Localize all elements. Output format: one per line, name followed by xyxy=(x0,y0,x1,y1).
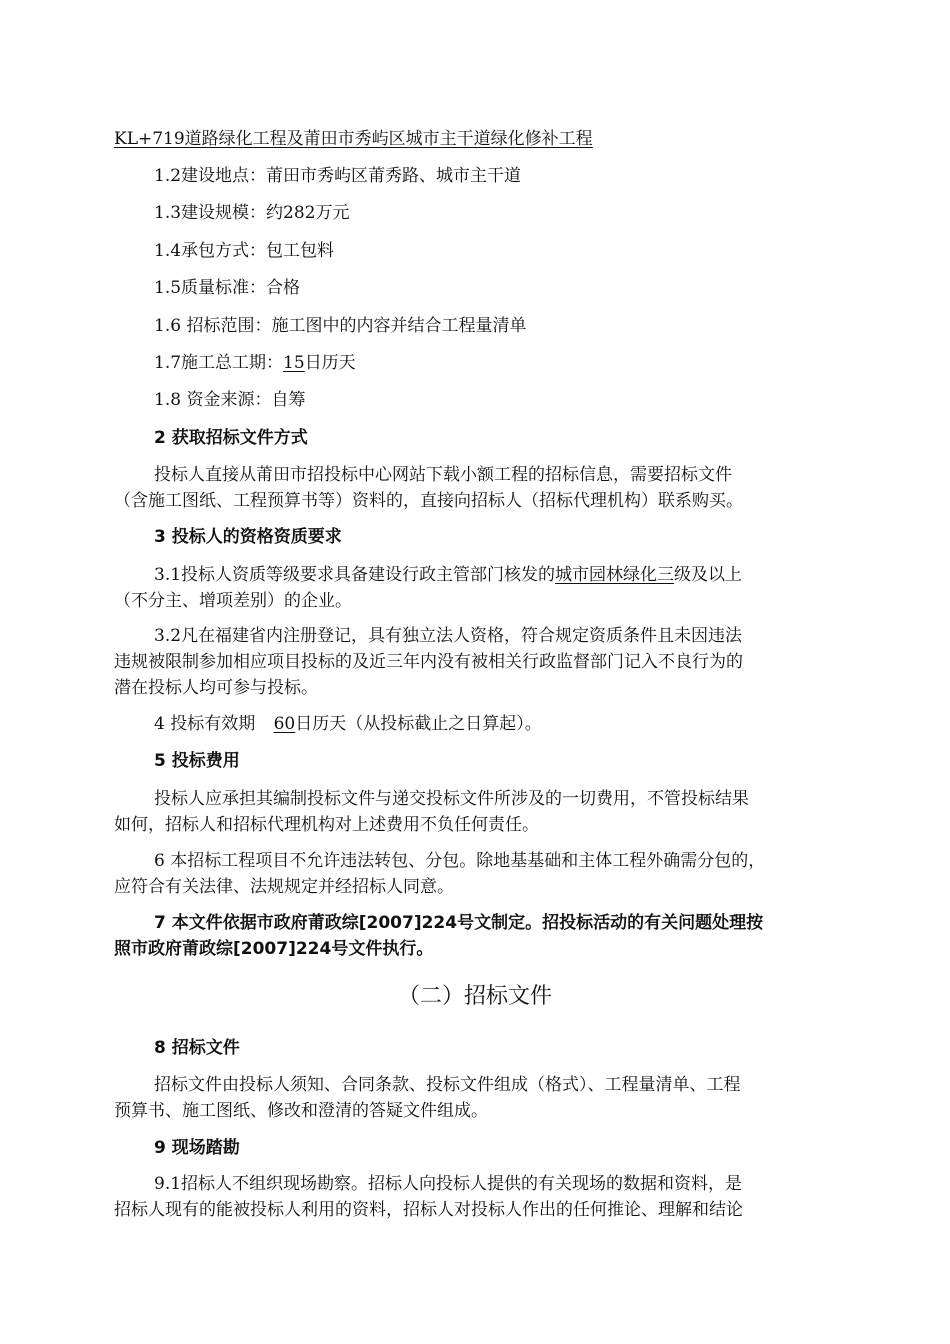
qualification-3-2-line-2: 违规被限制参加相应项目投标的及近三年内没有被相关行政监督部门记入不良行为的 xyxy=(114,652,743,672)
legal-basis-para-line-1: 7 本文件依据市政府莆政综[2007]224号文制定。招投标活动的有关问题处理按 xyxy=(154,913,764,933)
bid-validity-line xyxy=(154,711,542,737)
construction-period-value: 15 xyxy=(283,353,305,373)
qualification-3-1-line-2: （不分主、增项差别）的企业。 xyxy=(114,591,352,611)
site-survey-para-line-1: 9.1招标人不组织现场勘察。招标人向投标人提供的有关现场的数据和资料，是 xyxy=(154,1174,743,1194)
heading-bidding-documents: 8 招标文件 xyxy=(154,1038,240,1058)
subcontract-para-line-1: 6 本招标工程项目不允许违法转包、分包。除地基基础和主体工程外确需分包的， xyxy=(154,851,766,871)
site-survey-para-line-2: 招标人现有的能被投标人利用的资料，招标人对投标人作出的任何推论、理解和结论 xyxy=(114,1200,743,1220)
heading-obtain-documents: 2 获取招标文件方式 xyxy=(154,428,308,448)
qualification-3-2-line-3: 潜在投标人均可参与投标。 xyxy=(114,678,318,698)
subcontract-para-line-2: 应符合有关法律、法规规定并经招标人同意。 xyxy=(114,877,454,897)
obtain-documents-para-line-1: 投标人直接从莆田市招投标中心网站下载小额工程的招标信息，需要招标文件 xyxy=(154,465,732,485)
heading-bid-costs: 5 投标费用 xyxy=(154,751,240,771)
funding-source-line: 1.8 资金来源：自筹 xyxy=(154,390,306,410)
qualification-3-2-line-1: 3.2凡在福建省内注册登记，具有独立法人资格，符合规定资质条件且未因违法 xyxy=(154,626,743,646)
project-name-line: KL+719道路绿化工程及莆田市秀屿区城市主干道绿化修补工程 xyxy=(114,129,593,149)
bid-costs-para-line-1: 投标人应承担其编制投标文件与递交投标文件所涉及的一切费用，不管投标结果 xyxy=(154,789,749,809)
bidding-documents-para-line-1: 招标文件由投标人须知、合同条款、投标文件组成（格式）、工程量清单、工程 xyxy=(154,1075,741,1095)
bidding-scope-line: 1.6 招标范围：施工图中的内容并结合工程量清单 xyxy=(154,316,527,336)
qualification-3-1-line-1 xyxy=(154,562,742,588)
heading-site-survey: 9 现场踏勘 xyxy=(154,1138,240,1158)
heading-qualification: 3 投标人的资格资质要求 xyxy=(154,527,342,547)
obtain-documents-para-line-2: （含施工图纸、工程预算书等）资料的，直接向招标人（招标代理机构）联系购买。 xyxy=(114,491,743,511)
construction-site-line: 1.2建设地点：莆田市秀屿区莆秀路、城市主干道 xyxy=(154,166,522,186)
contract-method-line: 1.4承包方式：包工包料 xyxy=(154,241,335,261)
bid-validity-suffix: 日历天（从投标截止之日算起）。 xyxy=(295,714,542,734)
section-title-bidding-documents: （二）招标文件 xyxy=(397,984,552,1009)
construction-scale-line: 1.3建设规模：约282万元 xyxy=(154,203,350,223)
construction-period-line xyxy=(154,350,356,376)
bid-costs-para-line-2: 如何，招标人和招标代理机构对上述费用不负任何责任。 xyxy=(114,815,539,835)
legal-basis-para-line-2: 照市政府莆政综[2007]224号文件执行。 xyxy=(114,939,434,959)
bidding-documents-para-line-2: 预算书、施工图纸、修改和澄清的答疑文件组成。 xyxy=(114,1101,488,1121)
bid-validity-label: 4 投标有效期 xyxy=(154,714,256,734)
bid-validity-value: 60 xyxy=(273,714,296,734)
quality-standard-line: 1.5质量标准：合格 xyxy=(154,278,301,298)
qualification-grade-value: 城市园林绿化三 xyxy=(555,565,675,585)
qualification-3-1-text: 3.1投标人资质等级要求具备建设行政主管部门核发的 xyxy=(154,565,556,585)
qualification-3-1-suffix: 级及以上 xyxy=(674,565,743,585)
construction-period-label: 1.7施工总工期： xyxy=(154,353,284,373)
construction-period-unit: 日历天 xyxy=(304,353,356,373)
